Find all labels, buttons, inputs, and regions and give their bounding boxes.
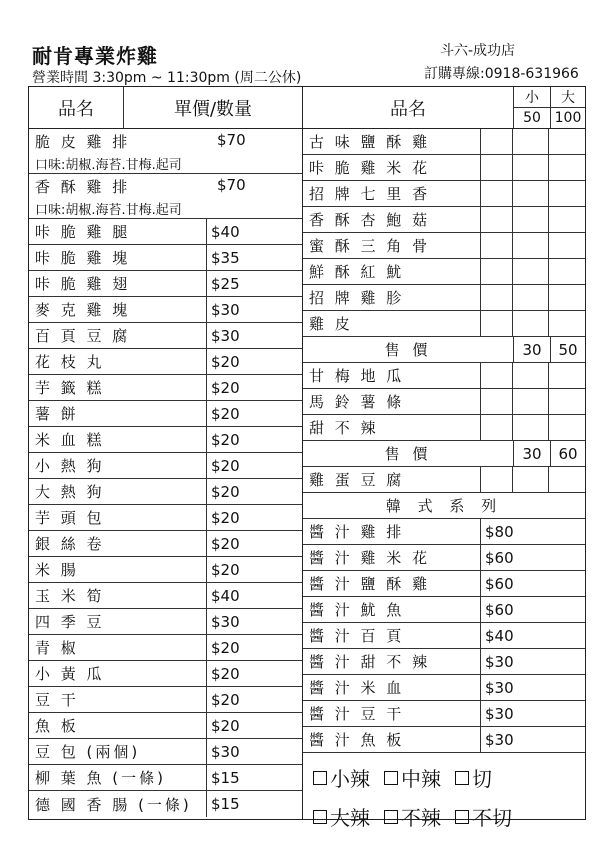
item-price: $30 bbox=[211, 300, 240, 319]
item-name: 小 熱 狗 bbox=[29, 453, 207, 478]
menu-row bbox=[303, 649, 585, 675]
section-label: 售 價 bbox=[303, 441, 514, 466]
small-label: 小 bbox=[514, 87, 550, 108]
section-small-price: 30 bbox=[514, 337, 551, 362]
item-price: $20 bbox=[211, 690, 240, 709]
item-name: 芋 頭 包 bbox=[29, 505, 207, 530]
item-name: 魚 板 bbox=[29, 713, 207, 738]
blank-cell bbox=[481, 259, 513, 284]
item-name: 薯 餅 bbox=[29, 401, 207, 426]
right-table-header bbox=[303, 87, 585, 129]
option-label: 大辣 bbox=[330, 806, 370, 830]
item-name: 柳 葉 魚 (一條) bbox=[29, 765, 207, 790]
menu-row bbox=[29, 635, 302, 661]
item-name: 招 牌 雞 胗 bbox=[303, 285, 481, 310]
option-checkbox[interactable] bbox=[313, 763, 370, 792]
item-price: $70 bbox=[217, 176, 246, 194]
large-qty-cell bbox=[549, 155, 585, 180]
checkbox-box[interactable] bbox=[384, 810, 398, 824]
large-qty-cell bbox=[549, 259, 585, 284]
item-name: 德 國 香 腸 (一條) bbox=[29, 791, 207, 817]
blank-cell bbox=[481, 181, 513, 206]
menu-table bbox=[28, 86, 586, 830]
menu-row bbox=[29, 505, 302, 531]
large-qty-cell bbox=[549, 129, 585, 154]
item-name: 甘 梅 地 瓜 bbox=[303, 363, 481, 388]
item-price: $20 bbox=[211, 508, 240, 527]
item-price: $80 bbox=[485, 522, 514, 541]
menu-row bbox=[303, 155, 585, 181]
menu-row bbox=[303, 675, 585, 701]
small-qty-cell bbox=[513, 363, 549, 388]
shop-title: 耐肯專業炸雞 bbox=[32, 44, 158, 68]
option-checkbox[interactable] bbox=[384, 763, 441, 792]
item-name: 咔 脆 雞 米 花 bbox=[303, 155, 481, 180]
section-large-price: 50 bbox=[558, 340, 578, 359]
item-name: 咔 脆 雞 塊 bbox=[29, 245, 207, 270]
item-name: 蜜 酥 三 角 骨 bbox=[303, 233, 481, 258]
item-name: 招 牌 七 里 香 bbox=[303, 181, 481, 206]
menu-row bbox=[29, 765, 302, 791]
item-name: 芋 籤 糕 bbox=[29, 375, 207, 400]
header-name: 品名 bbox=[29, 87, 124, 128]
item-price: $25 bbox=[211, 274, 240, 293]
small-qty-cell bbox=[513, 389, 549, 414]
item-name: 醬 汁 甜 不 辣 bbox=[303, 649, 481, 674]
order-options bbox=[303, 753, 585, 831]
option-label: 不辣 bbox=[401, 806, 441, 830]
option-label: 小辣 bbox=[330, 767, 370, 791]
checkbox-box[interactable] bbox=[455, 810, 469, 824]
item-name: 古 味 鹽 酥 雞 bbox=[303, 129, 481, 154]
blank-cell bbox=[481, 311, 513, 336]
blank-cell bbox=[481, 233, 513, 258]
section-small-price: 30 bbox=[514, 441, 551, 466]
item-name: 脆 皮 雞 排 bbox=[35, 133, 131, 151]
item-price: $60 bbox=[485, 548, 514, 567]
checkbox-box[interactable] bbox=[384, 771, 398, 785]
large-qty-cell bbox=[549, 285, 585, 310]
blank-cell bbox=[481, 467, 513, 492]
item-price: $20 bbox=[211, 456, 240, 475]
item-price: $20 bbox=[211, 378, 240, 397]
small-qty-cell bbox=[513, 233, 549, 258]
blank-cell bbox=[481, 363, 513, 388]
menu-row bbox=[29, 739, 302, 765]
item-name: 青 椒 bbox=[29, 635, 207, 660]
item-price: $20 bbox=[211, 534, 240, 553]
menu-row bbox=[303, 207, 585, 233]
item-name: 甜 不 辣 bbox=[303, 415, 481, 440]
menu-row bbox=[303, 701, 585, 727]
order-hotline: 訂購專線:0918-631966 bbox=[424, 66, 579, 82]
item-name: 米 腸 bbox=[29, 557, 207, 582]
item-price: $15 bbox=[211, 768, 240, 787]
item-name: 鮮 酥 紅 魷 bbox=[303, 259, 481, 284]
menu-row bbox=[303, 129, 585, 155]
item-name: 咔 脆 雞 翅 bbox=[29, 271, 207, 296]
menu-row bbox=[29, 401, 302, 427]
item-name: 醬 汁 豆 干 bbox=[303, 701, 481, 726]
item-price: $20 bbox=[211, 430, 240, 449]
menu-row bbox=[303, 389, 585, 415]
menu-row bbox=[303, 285, 585, 311]
right-menu-column bbox=[303, 87, 585, 830]
large-qty-cell bbox=[549, 467, 585, 492]
menu-row bbox=[303, 597, 585, 623]
item-name: 醬 汁 百 頁 bbox=[303, 623, 481, 648]
flavor-options: 口味:胡椒.海苔.甘梅.起司 bbox=[35, 158, 182, 173]
small-qty-cell bbox=[513, 467, 549, 492]
item-name: 大 熱 狗 bbox=[29, 479, 207, 504]
price-section-2 bbox=[303, 441, 585, 467]
section-large-price: 60 bbox=[558, 444, 578, 463]
large-qty-cell bbox=[549, 363, 585, 388]
small-size-header bbox=[514, 87, 551, 128]
checkbox-box[interactable] bbox=[455, 771, 469, 785]
item-name: 雞 皮 bbox=[303, 311, 481, 336]
item-name: 馬 鈴 薯 條 bbox=[303, 389, 481, 414]
menu-row bbox=[303, 519, 585, 545]
item-price: $30 bbox=[485, 730, 514, 749]
menu-row bbox=[29, 453, 302, 479]
menu-row bbox=[29, 427, 302, 453]
item-name: 小 黃 瓜 bbox=[29, 661, 207, 686]
item-price: $40 bbox=[211, 222, 240, 241]
large-label: 大 bbox=[551, 87, 585, 108]
menu-row bbox=[303, 467, 585, 493]
large-qty-cell bbox=[549, 389, 585, 414]
item-name: 醬 汁 雞 排 bbox=[303, 519, 481, 544]
small-qty-cell bbox=[513, 285, 549, 310]
blank-cell bbox=[481, 285, 513, 310]
checkbox-box[interactable] bbox=[313, 771, 327, 785]
small-qty-cell bbox=[513, 415, 549, 440]
item-price: $30 bbox=[485, 704, 514, 723]
item-price: $30 bbox=[485, 678, 514, 697]
item-name: 麥 克 雞 塊 bbox=[29, 297, 207, 322]
item-price: $40 bbox=[211, 586, 240, 605]
menu-row bbox=[303, 623, 585, 649]
branch-name: 斗六-成功店 bbox=[440, 43, 516, 59]
menu-row bbox=[29, 713, 302, 739]
left-menu-column bbox=[29, 87, 303, 819]
item-price: $20 bbox=[211, 638, 240, 657]
item-name: 玉 米 筍 bbox=[29, 583, 207, 608]
menu-row bbox=[303, 259, 585, 285]
menu-row bbox=[303, 545, 585, 571]
menu-row bbox=[29, 557, 302, 583]
item-name: 銀 絲 卷 bbox=[29, 531, 207, 556]
menu-row bbox=[303, 363, 585, 389]
item-name: 花 枝 丸 bbox=[29, 349, 207, 374]
option-checkbox[interactable] bbox=[455, 763, 492, 792]
item-name: 醬 汁 鹽 酥 雞 bbox=[303, 571, 481, 596]
menu-row bbox=[303, 415, 585, 441]
business-hours: 營業時間 3:30pm ~ 11:30pm (周二公休) bbox=[32, 70, 302, 86]
menu-row bbox=[29, 245, 302, 271]
combo-item bbox=[29, 129, 302, 174]
menu-row bbox=[29, 583, 302, 609]
large-price: 100 bbox=[554, 110, 582, 126]
item-name: 雞 蛋 豆 腐 bbox=[303, 467, 481, 492]
option-checkbox[interactable] bbox=[313, 802, 370, 831]
small-qty-cell bbox=[513, 311, 549, 336]
item-name: 豆 包 (兩個) bbox=[29, 739, 207, 764]
item-price: $30 bbox=[211, 612, 240, 631]
menu-row bbox=[29, 609, 302, 635]
section-label: 售 價 bbox=[303, 337, 514, 362]
small-price: 50 bbox=[523, 110, 541, 126]
menu-row bbox=[29, 661, 302, 687]
menu-row bbox=[29, 323, 302, 349]
option-label: 不切 bbox=[472, 806, 512, 830]
item-price: $60 bbox=[485, 600, 514, 619]
small-qty-cell bbox=[513, 259, 549, 284]
menu-row bbox=[29, 791, 302, 817]
item-name: 醬 汁 魚 板 bbox=[303, 727, 481, 752]
item-price: $20 bbox=[211, 482, 240, 501]
item-name: 醬 汁 魷 魚 bbox=[303, 597, 481, 622]
item-name: 四 季 豆 bbox=[29, 609, 207, 634]
large-qty-cell bbox=[549, 181, 585, 206]
large-qty-cell bbox=[549, 233, 585, 258]
item-price: $60 bbox=[485, 574, 514, 593]
item-name: 米 血 糕 bbox=[29, 427, 207, 452]
price-section-1 bbox=[303, 337, 585, 363]
item-price: $20 bbox=[211, 716, 240, 735]
blank-cell bbox=[481, 415, 513, 440]
option-label: 切 bbox=[472, 767, 492, 791]
blank-cell bbox=[481, 207, 513, 232]
menu-row bbox=[29, 375, 302, 401]
item-price: $40 bbox=[485, 626, 514, 645]
item-price: $20 bbox=[211, 664, 240, 683]
large-qty-cell bbox=[549, 311, 585, 336]
combo-item bbox=[29, 174, 302, 219]
item-name: 百 頁 豆 腐 bbox=[29, 323, 207, 348]
blank-cell bbox=[481, 129, 513, 154]
item-name: 豆 干 bbox=[29, 687, 207, 712]
item-name: 醬 汁 雞 米 花 bbox=[303, 545, 481, 570]
item-name: 醬 汁 米 血 bbox=[303, 675, 481, 700]
korean-series-title: 韓 式 系 列 bbox=[303, 493, 585, 519]
blank-cell bbox=[481, 155, 513, 180]
menu-row bbox=[29, 479, 302, 505]
item-price: $20 bbox=[211, 404, 240, 423]
item-price: $15 bbox=[211, 795, 240, 813]
large-qty-cell bbox=[549, 207, 585, 232]
item-price: $35 bbox=[211, 248, 240, 267]
item-price: $30 bbox=[211, 326, 240, 345]
menu-row bbox=[29, 271, 302, 297]
checkbox-box[interactable] bbox=[313, 810, 327, 824]
small-qty-cell bbox=[513, 181, 549, 206]
small-qty-cell bbox=[513, 155, 549, 180]
header-name: 品名 bbox=[303, 87, 514, 128]
item-name: 香 酥 雞 排 bbox=[35, 178, 131, 196]
menu-row bbox=[303, 233, 585, 259]
large-size-header bbox=[551, 87, 585, 128]
header-price-qty: 單價/數量 bbox=[173, 98, 253, 120]
large-qty-cell bbox=[549, 415, 585, 440]
item-price: $20 bbox=[211, 352, 240, 371]
option-label: 中辣 bbox=[401, 767, 441, 791]
menu-row bbox=[29, 219, 302, 245]
small-qty-cell bbox=[513, 129, 549, 154]
menu-row bbox=[303, 571, 585, 597]
item-price: $70 bbox=[217, 131, 246, 149]
menu-row bbox=[29, 297, 302, 323]
small-qty-cell bbox=[513, 207, 549, 232]
item-price: $20 bbox=[211, 560, 240, 579]
option-checkbox[interactable] bbox=[455, 802, 512, 831]
menu-row bbox=[29, 687, 302, 713]
menu-row bbox=[29, 531, 302, 557]
menu-row bbox=[29, 349, 302, 375]
item-name: 咔 脆 雞 腿 bbox=[29, 219, 207, 244]
item-price: $30 bbox=[211, 742, 240, 761]
flavor-options: 口味:胡椒.海苔.甘梅.起司 bbox=[35, 203, 182, 218]
menu-row bbox=[303, 311, 585, 337]
item-price: $30 bbox=[485, 652, 514, 671]
left-table-header bbox=[29, 87, 302, 129]
option-checkbox[interactable] bbox=[384, 802, 441, 831]
menu-row bbox=[303, 727, 585, 753]
item-name: 香 酥 杏 鮑 菇 bbox=[303, 207, 481, 232]
blank-cell bbox=[481, 389, 513, 414]
menu-row bbox=[303, 181, 585, 207]
